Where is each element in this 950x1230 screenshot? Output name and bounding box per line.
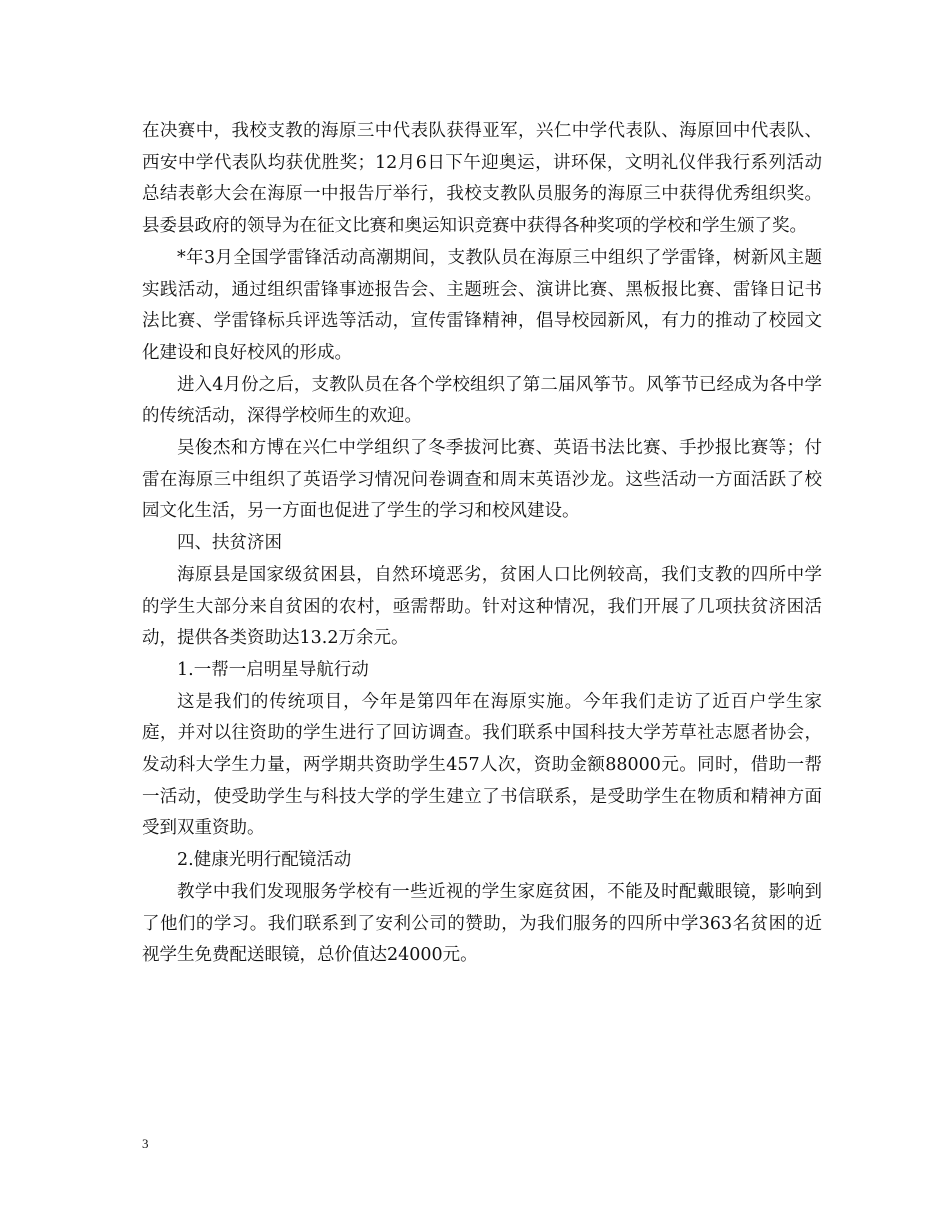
paragraph-5: 海原县是国家级贫困县，自然环境恶劣，贫困人口比例较高，我们支教的四所中学的学生大部分来自贫困的农村，亟需帮助。针对这种情况，我们开展了几项扶贫济困活动，提供各类资助达13.2万余元。 [142, 564, 822, 649]
paragraph-7: 教学中我们发现服务学校有一些近视的学生家庭贫困，不能及时配戴眼镜，影响到了他们的学习。我们联系到了安利公司的赞助，为我们服务的四所中学363名贫困的近视学生免费配送眼镜，总价值达24000元。 [142, 881, 822, 966]
subheading-mentoring-program: 1.一帮一启明星导航行动 [177, 659, 369, 680]
page-number: 3 [142, 1136, 149, 1151]
subheading-eyeglasses-program: 2.健康光明行配镜活动 [177, 850, 352, 871]
document-body [142, 116, 822, 972]
section-heading-poverty-relief: 四、扶贫济困 [177, 533, 282, 554]
paragraph-6: 这是我们的传统项目，今年是第四年在海原实施。今年我们走访了近百户学生家庭，并对以往资助的学生进行了回访调查。我们联系中国科技大学芳草社志愿者协会，发动科大学生力量，两学期共资助学生457人次，资助金额88000元。同时，借助一帮一活动，使受助学生与科技大学的学生建立了书信联系，是受助学生在物质和精神方面受到双重资助。 [142, 691, 822, 839]
paragraph-2: *年3月全国学雷锋活动高潮期间，支教队员在海原三中组织了学雷锋，树新风主题实践活动，通过组织雷锋事迹报告会、主题班会、演讲比赛、黑板报比赛、雷锋日记书法比赛、学雷锋标兵评选等活动，宣传雷锋精神，倡导校园新风，有力的推动了校园文化建设和良好校风的形成。 [142, 247, 822, 363]
paragraph-1: 在决赛中，我校支教的海原三中代表队获得亚军，兴仁中学代表队、海原回中代表队、西安中学代表队均获优胜奖；12月6日下午迎奥运，讲环保，文明礼仪伴我行系列活动总结表彰大会在海原一中报告厅举行，我校支教队员服务的海原三中获得优秀组织奖。县委县政府的领导为在征文比赛和奥运知识竞赛中获得各种奖项的学校和学生颁了奖。 [142, 121, 822, 237]
paragraph-4: 吴俊杰和方博在兴仁中学组织了冬季拔河比赛、英语书法比赛、手抄报比赛等；付雷在海原三中组织了英语学习情况问卷调查和周末英语沙龙。这些活动一方面活跃了校园文化生活，另一方面也促进了学生的学习和校风建设。 [142, 438, 822, 522]
paragraph-3: 进入4月份之后，支教队员在各个学校组织了第二届风筝节。风筝节已经成为各中学的传统活动，深得学校师生的欢迎。 [142, 374, 822, 427]
